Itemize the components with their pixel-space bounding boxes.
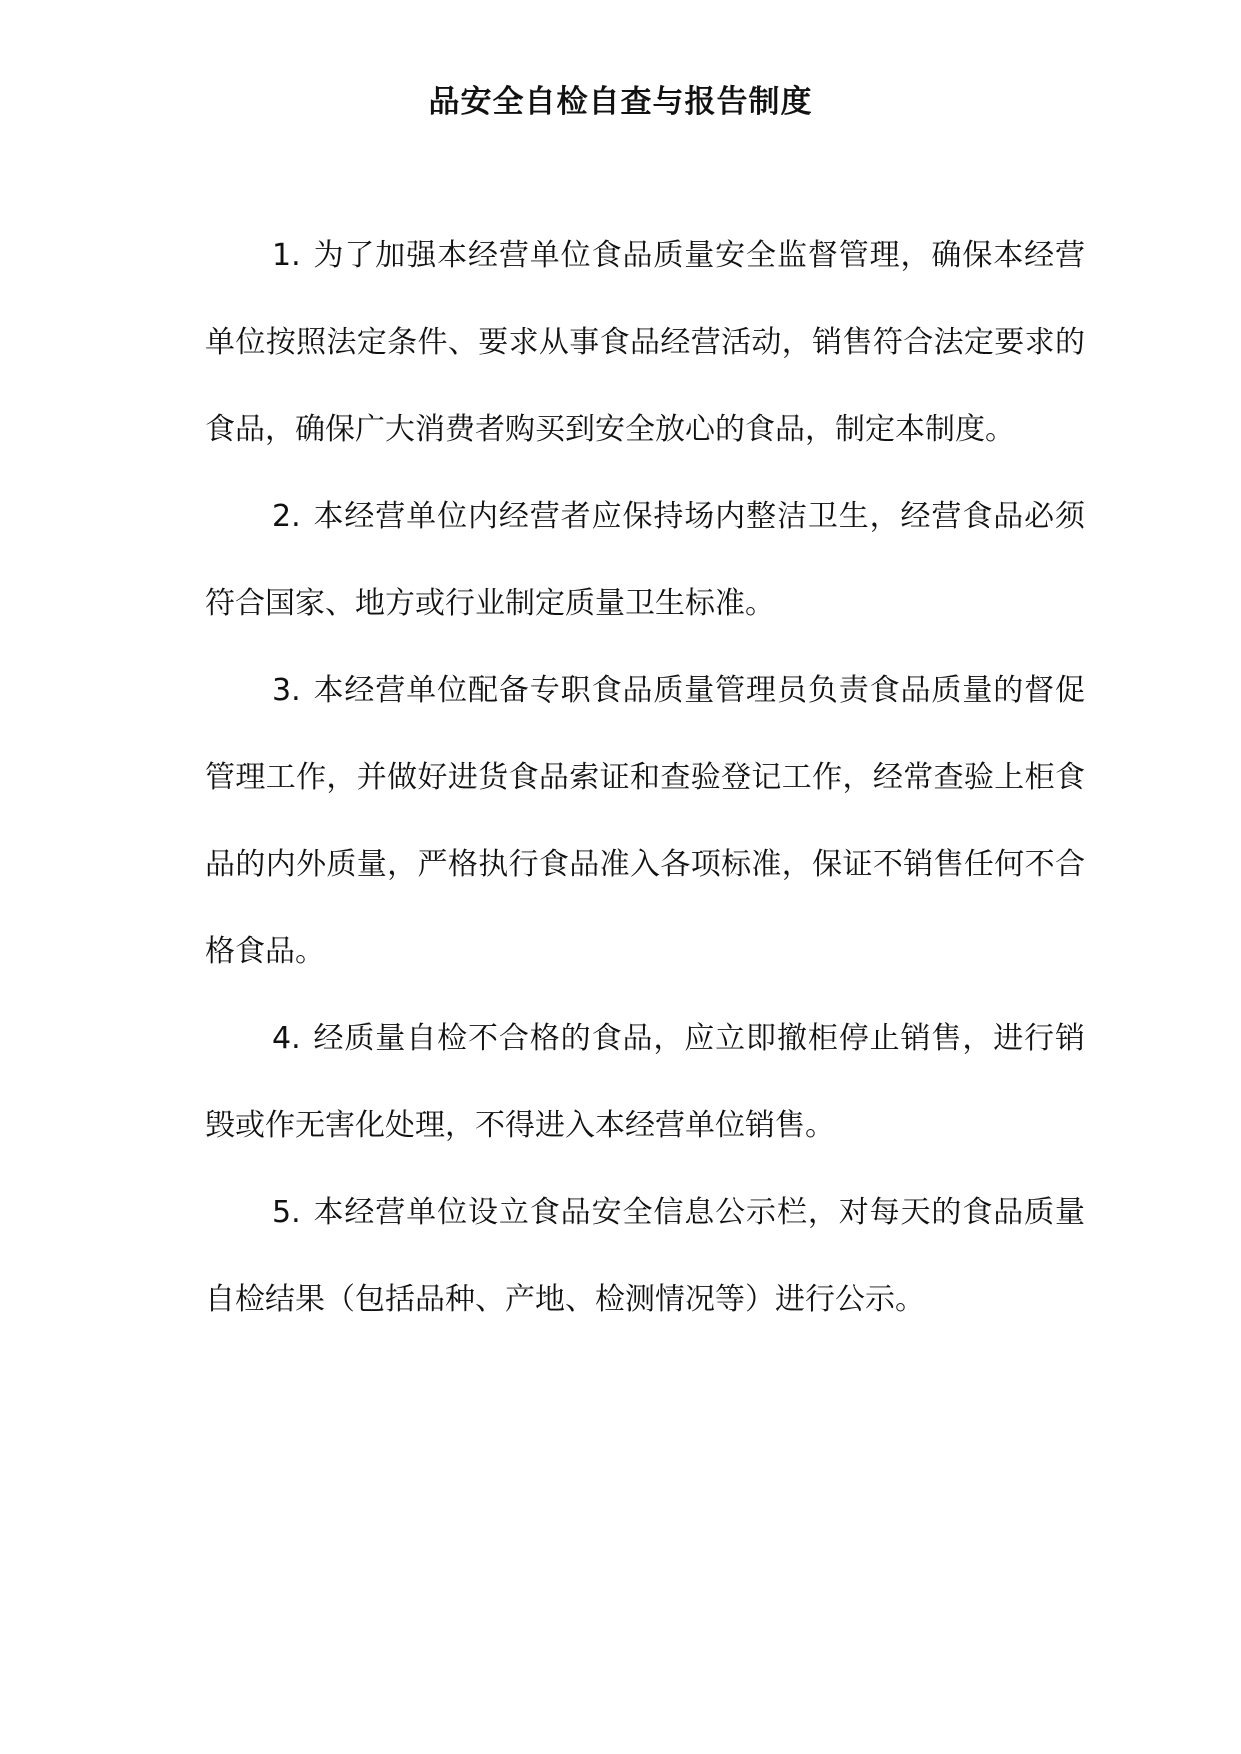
paragraph-1 (205, 212, 1085, 473)
paragraph-number: 3. (272, 673, 301, 708)
paragraph-5 (205, 1169, 1085, 1343)
paragraph-text: 本经营单位内经营者应保持场内整洁卫生，经营食品必须符合国家、地方或行业制定质量卫生标准。 (205, 499, 1085, 621)
paragraph-number: 2. (272, 499, 301, 534)
paragraph-2 (205, 473, 1085, 647)
paragraph-number: 5. (272, 1195, 301, 1230)
document-body (205, 212, 1085, 1343)
document-title: 品安全自检自查与报告制度 (428, 84, 813, 120)
paragraph-text: 为了加强本经营单位食品质量安全监督管理，确保本经营单位按照法定条件、要求从事食品经营活动，销售符合法定要求的食品，确保广大消费者购买到安全放心的食品，制定本制度。 (205, 238, 1085, 447)
paragraph-number: 1. (272, 238, 301, 273)
paragraph-text: 本经营单位设立食品安全信息公示栏，对每天的食品质量自检结果（包括品种、产地、检测情况等）进行公示。 (205, 1195, 1085, 1317)
paragraph-number: 4. (272, 1021, 301, 1056)
paragraph-4 (205, 995, 1085, 1169)
paragraph-text: 经质量自检不合格的食品，应立即撤柜停止销售，进行销毁或作无害化处理，不得进入本经营单位销售。 (205, 1021, 1085, 1143)
paragraph-text: 本经营单位配备专职食品质量管理员负责食品质量的督促管理工作，并做好进货食品索证和查验登记工作，经常查验上柜食品的内外质量，严格执行食品准入各项标准，保证不销售任何不合格食品。 (205, 673, 1085, 969)
paragraph-3 (205, 647, 1085, 995)
